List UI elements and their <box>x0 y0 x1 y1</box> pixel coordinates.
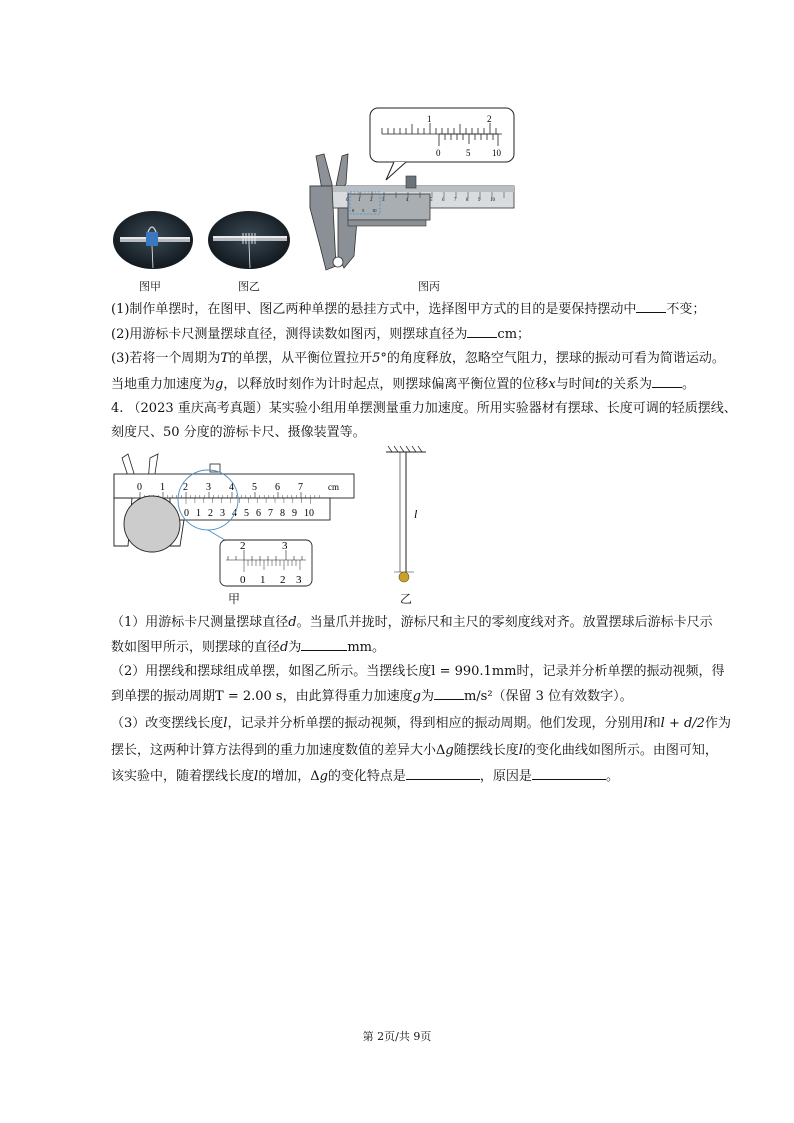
answer-blank[interactable] <box>301 638 347 651</box>
svg-text:0: 0 <box>352 208 355 213</box>
svg-text:7: 7 <box>454 198 457 203</box>
q4-s2-line1: （2）用摆线和摆球组成单摆，如图乙所示。当摆线长度l = 990.1mm时，记录并分析单摆的振动视频，得 <box>111 664 725 679</box>
q4-caliper-figure <box>110 450 360 610</box>
svg-text:3: 3 <box>296 574 302 586</box>
main-label-0: 0 <box>137 482 142 493</box>
caption-bing: 图丙 <box>418 280 440 293</box>
svg-text:1: 1 <box>260 574 266 586</box>
q4-s2-line2: 到单摆的振动周期T = 2.00 s，由此算得重力加速度g为 m/s²（保留 3 位有效数字）。 <box>111 689 633 704</box>
main-label-3: 3 <box>206 482 211 493</box>
length-label-l: l <box>414 507 418 521</box>
inset-vernier-label-5: 5 <box>466 148 471 158</box>
main-label-1: 1 <box>160 482 165 493</box>
svg-text:6: 6 <box>256 508 261 519</box>
caption-jia: 图甲 <box>139 280 161 293</box>
svg-text:2: 2 <box>208 508 213 519</box>
main-label-6: 6 <box>275 482 280 493</box>
svg-text:5: 5 <box>430 198 433 203</box>
answer-blank[interactable] <box>467 325 497 338</box>
svg-text:10: 10 <box>372 208 377 213</box>
answer-blank[interactable] <box>532 767 606 780</box>
svg-text:4: 4 <box>406 198 409 203</box>
svg-text:4: 4 <box>232 508 237 519</box>
svg-text:2: 2 <box>370 198 373 203</box>
photo-yi <box>207 210 291 270</box>
svg-text:8: 8 <box>280 508 285 519</box>
q3-item-3-cont: 当地重力加速度为g，以释放时刻作为计时起点，则摆球偏离平衡位置的位移x与时间t的关系为 。 <box>111 377 695 392</box>
svg-text:7: 7 <box>268 508 273 519</box>
answer-blank[interactable] <box>652 375 682 388</box>
svg-text:1: 1 <box>358 198 361 203</box>
q4-s1-line1: （1）用游标卡尺测量摆球直径d。当量爪并拢时，游标尺和主尺的零刻度线对齐。放置摆球后游标卡尺示 <box>111 615 713 630</box>
svg-text:0: 0 <box>184 508 189 519</box>
svg-text:3: 3 <box>220 508 225 519</box>
svg-text:9: 9 <box>478 198 481 203</box>
svg-text:2: 2 <box>280 574 286 586</box>
inset-vernier-label-10: 10 <box>492 148 501 158</box>
svg-text:3: 3 <box>282 540 288 552</box>
q4-caption-jia: 甲 <box>228 592 241 606</box>
caption-yi: 图乙 <box>238 280 260 293</box>
q4-caption-yi: 乙 <box>400 592 413 606</box>
main-label-2: 2 <box>183 482 188 493</box>
caliper-figure-bing <box>302 106 518 276</box>
svg-text:8: 8 <box>466 198 469 203</box>
inset-main-label-2: 2 <box>487 114 492 124</box>
inset-vernier-label-0: 0 <box>436 148 441 158</box>
svg-text:10: 10 <box>304 508 314 519</box>
q4-pendulum-figure <box>380 444 440 590</box>
photo-jia <box>112 210 194 270</box>
q4-intro-2: 刻度尺、50 分度的游标卡尺、摄像装置等。 <box>111 425 366 440</box>
q3-item-1: (1)制作单摆时，在图甲、图乙两种单摆的悬挂方式中，选择图甲方式的目的是要保持摆动中 不变； <box>111 302 706 317</box>
svg-text:0: 0 <box>346 198 349 203</box>
unit-cm: cm <box>328 482 339 492</box>
q4-s3-line1: （3）改变摆线长度l，记录并分析单摆的振动视频，得到相应的振动周期。他们发现，分别用l和l + d/2作为 <box>111 716 731 731</box>
svg-text:2: 2 <box>240 540 246 552</box>
svg-text:10: 10 <box>490 198 495 203</box>
answer-blank[interactable] <box>434 687 464 700</box>
svg-text:3: 3 <box>382 198 385 203</box>
inset-main-label-1: 1 <box>427 114 432 124</box>
page-footer: 第 2页/共 9页 <box>362 1030 432 1043</box>
svg-text:0: 0 <box>240 574 246 586</box>
q4-s3-line3: 该实验中，随着摆线长度l的增加，Δg的变化特点是 ，原因是 。 <box>111 769 619 784</box>
q4-intro-1: 4. （2023 重庆高考真题）某实验小组用单摆测量重力加速度。所用实验器材有摆球、长度可调的轻质摆线、 <box>111 401 737 416</box>
main-label-5: 5 <box>252 482 257 493</box>
q3-item-2: (2)用游标卡尺测量摆球直径，测得读数如图丙，则摆球直径为 cm； <box>111 327 531 342</box>
q3-item-3: (3)若将一个周期为T的单摆，从平衡位置拉开5°的角度释放，忽略空气阻力，摆球的振动可看为简谐运动。 <box>111 351 725 366</box>
q4-s3-line2: 摆长，这两种计算方法得到的重力加速度数值的差异大小Δg随摆线长度l的变化曲线如图所示。由图可知， <box>111 743 718 758</box>
svg-text:1: 1 <box>196 508 201 519</box>
q4-s1-line2: 数如图甲所示，则摆球的直径d为 mm。 <box>111 640 386 655</box>
svg-text:9: 9 <box>292 508 297 519</box>
answer-blank[interactable] <box>636 300 666 313</box>
main-label-4: 4 <box>229 482 234 493</box>
svg-text:5: 5 <box>244 508 249 519</box>
svg-text:5: 5 <box>362 208 365 213</box>
main-label-7: 7 <box>298 482 303 493</box>
svg-text:6: 6 <box>442 198 445 203</box>
answer-blank[interactable] <box>406 767 480 780</box>
